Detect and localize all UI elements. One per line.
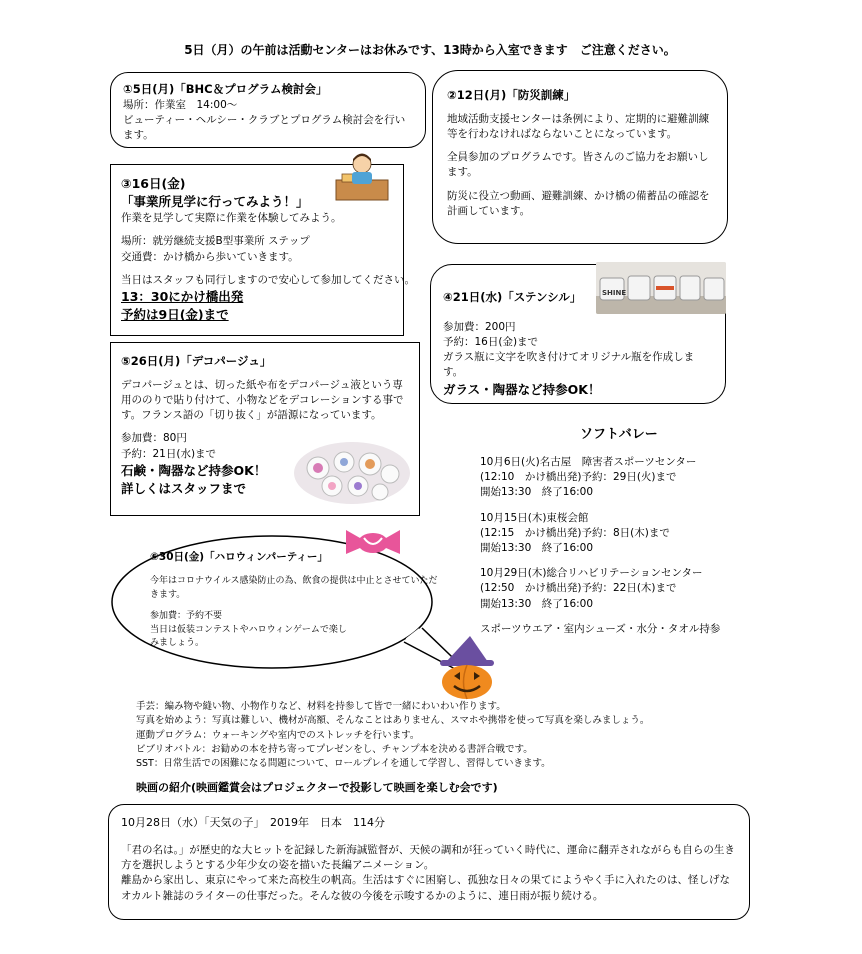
kengaku-depart: 13：30にかけ橋出発 (121, 289, 244, 305)
volley-event-3-depart: (12:50 かけ橋出発)予約：22日(木)まで (480, 582, 677, 595)
kengaku-subtitle: 「事業所見学に行ってみよう！」 (121, 194, 309, 210)
volley-section (480, 426, 770, 637)
stencil-bring: ガラス・陶器など持参OK！ (443, 381, 601, 397)
program-item: 手芸：編み物や縫い物、小物作りなど、材料を持参して皆で一緒にわいわい作ります。 (136, 701, 506, 712)
stencil-jars-photo (596, 262, 726, 314)
program-item: SST：日常生活での困難になる問題について、ロールプレイを通して学習し、習得していきます。 (136, 758, 551, 769)
volley-bring: スポーツウエア・室内シューズ・水分・タオル持参 (480, 622, 721, 635)
volley-event-1-depart: (12:10 かけ橋出発)予約：29日(火)まで (480, 471, 677, 484)
movie-info: 10月28日（水）「天気の子」 2019年 日本 114分 (121, 816, 385, 829)
movie-section (108, 804, 750, 920)
bhc-section (110, 72, 426, 148)
bhc-desc: ビューティー・ヘルシー・クラブとプログラム検討会を行います。 (123, 113, 406, 142)
kengaku-fare: 交通費：かけ橋から歩いていきます。 (121, 250, 299, 263)
bosai-text-2: 全員参加のプログラムです。皆さんのご協力をお願いします。 (447, 151, 709, 179)
stencil-reserve: 予約：16日(金)まで (443, 335, 539, 348)
program-item: 写真を始めよう：写真は難しい、機材が高額、そんなことはありません、スマホや携帯を使って写真を楽しみましょう。 (136, 715, 650, 727)
stencil-fee: 参加費：200円 (443, 320, 516, 333)
kengaku-note: 当日はスタッフも同行しますので安心して参加してください。 (121, 273, 415, 286)
decoupage-desc: デコパージュとは、切った紙や布をデコパージュ液という専用ののりで貼り付けて、小物などをデコレーションする事です。フランス語の「切り抜く」が語源になっています。 (121, 378, 404, 422)
pumpkin-icon (436, 636, 498, 700)
bosai-text-3: 防災に役立つ動画、避難訓練、かけ橋の備蓄品の確認を計画しています。 (447, 189, 710, 217)
volley-title: ソフトバレー (580, 427, 658, 442)
bosai-text-1: 地域活動支援センターは条例により、定期的に避難訓練等を行わなければならないことになっています。 (447, 112, 710, 140)
volley-event-3 (480, 566, 770, 612)
decoupage-soap-photo (292, 440, 412, 506)
bosai-title: ②12日(月)「防災訓練」 (447, 88, 576, 102)
halloween-title: ⑥30日(金)「ハロウィンパーティー」 (150, 551, 328, 563)
decoupage-staff: 詳しくはスタッフまで (121, 480, 247, 496)
movie-desc-1: 「君の名は。」が歴史的な大ヒットを記録した新海誠監督が、天候の調和が狂っていく時代に、運命に翻弄されながらも自らの生き方を選択しようとする少年少女の姿を描いた長編アニメーション。 (121, 843, 735, 872)
kengaku-place: 場所：就労継続支援B型事業所 ステップ (121, 235, 310, 248)
bosai-section (432, 70, 728, 244)
program-item: 運動プログラム：ウォーキングや室内でのストレッチを行います。 (136, 729, 420, 741)
volley-event-2-time: 開始13:30 終了16:00 (480, 541, 594, 554)
movie-heading: 映画の紹介(映画鑑賞会はプロジェクターで投影して映画を楽しむ会です) (136, 781, 498, 794)
bhc-title: ①5日(月)「BHC＆プログラム検討会」 (123, 82, 328, 96)
decoupage-fee: 参加費：80円 (121, 432, 187, 445)
kengaku-desc: 作業を見学して実際に作業を体験してみよう。 (121, 212, 342, 225)
halloween-section (150, 550, 450, 651)
programs-list (136, 700, 776, 771)
stencil-title: ④21日(水)「ステンシル」 (443, 290, 582, 304)
halloween-fee: 参加費：予約不要 (150, 611, 223, 622)
stencil-jar-label: SHINE (602, 289, 627, 297)
halloween-desc: 今年はコロナウイルス感染防止の為、飲食の提供は中止とさせていただきます。 (150, 576, 438, 600)
kengaku-title: ③16日(金) (121, 176, 186, 191)
movie-desc-2: 離島から家出し、東京にやって来た高校生の帆高。生活はすぐに困窮し、孤独な日々の果てにようやく手に入れたのは、怪しげなオカルト雑誌のライターの仕事だった。そんな彼の今後を示唆するかのように、連日雨が振り続ける。 (121, 874, 730, 902)
volley-event-2-place: 10月15日(木)東桜会館 (480, 511, 589, 524)
volley-event-2 (480, 511, 770, 557)
kengaku-reserve: 予約は9日(金)まで (121, 307, 229, 323)
stencil-desc: ガラス瓶に文字を吹き付けてオリジナル瓶を作成します。 (443, 351, 695, 379)
volley-event-2-depart: (12:15 かけ橋出発)予約：8日(木)まで (480, 526, 670, 539)
volley-event-3-place: 10月29日(木)総合リハビリテーションセンター (480, 567, 703, 580)
worker-illustration (332, 150, 392, 202)
decoupage-title: ⑤26日(月)「デコパージュ」 (121, 354, 272, 368)
volley-event-1-time: 開始13:30 終了16:00 (480, 486, 594, 499)
halloween-note: 当日は仮装コンテストやハロウィンゲームで楽しみましょう。 (150, 624, 347, 649)
bhc-place: 場所：作業室 14:00～ (123, 98, 238, 111)
volley-event-1-place: 10月6日(火)名古屋 障害者スポーツセンター (480, 455, 697, 468)
header-notice: 5日（月）の午前は活動センターはお休みです、13時から入室できます ご注意ください。 (184, 43, 676, 57)
volley-event-3-time: 開始13:30 終了16:00 (480, 597, 594, 610)
decoupage-bring: 石鹸・陶器など持参OK！ (121, 462, 267, 478)
volley-event-1 (480, 455, 770, 501)
decoupage-reserve: 予約：21日(水)まで (121, 447, 217, 460)
program-item: ビブリオバトル：お勧めの本を持ち寄ってプレゼンをし、チャンプ本を決める書評合戦です。 (136, 743, 533, 755)
